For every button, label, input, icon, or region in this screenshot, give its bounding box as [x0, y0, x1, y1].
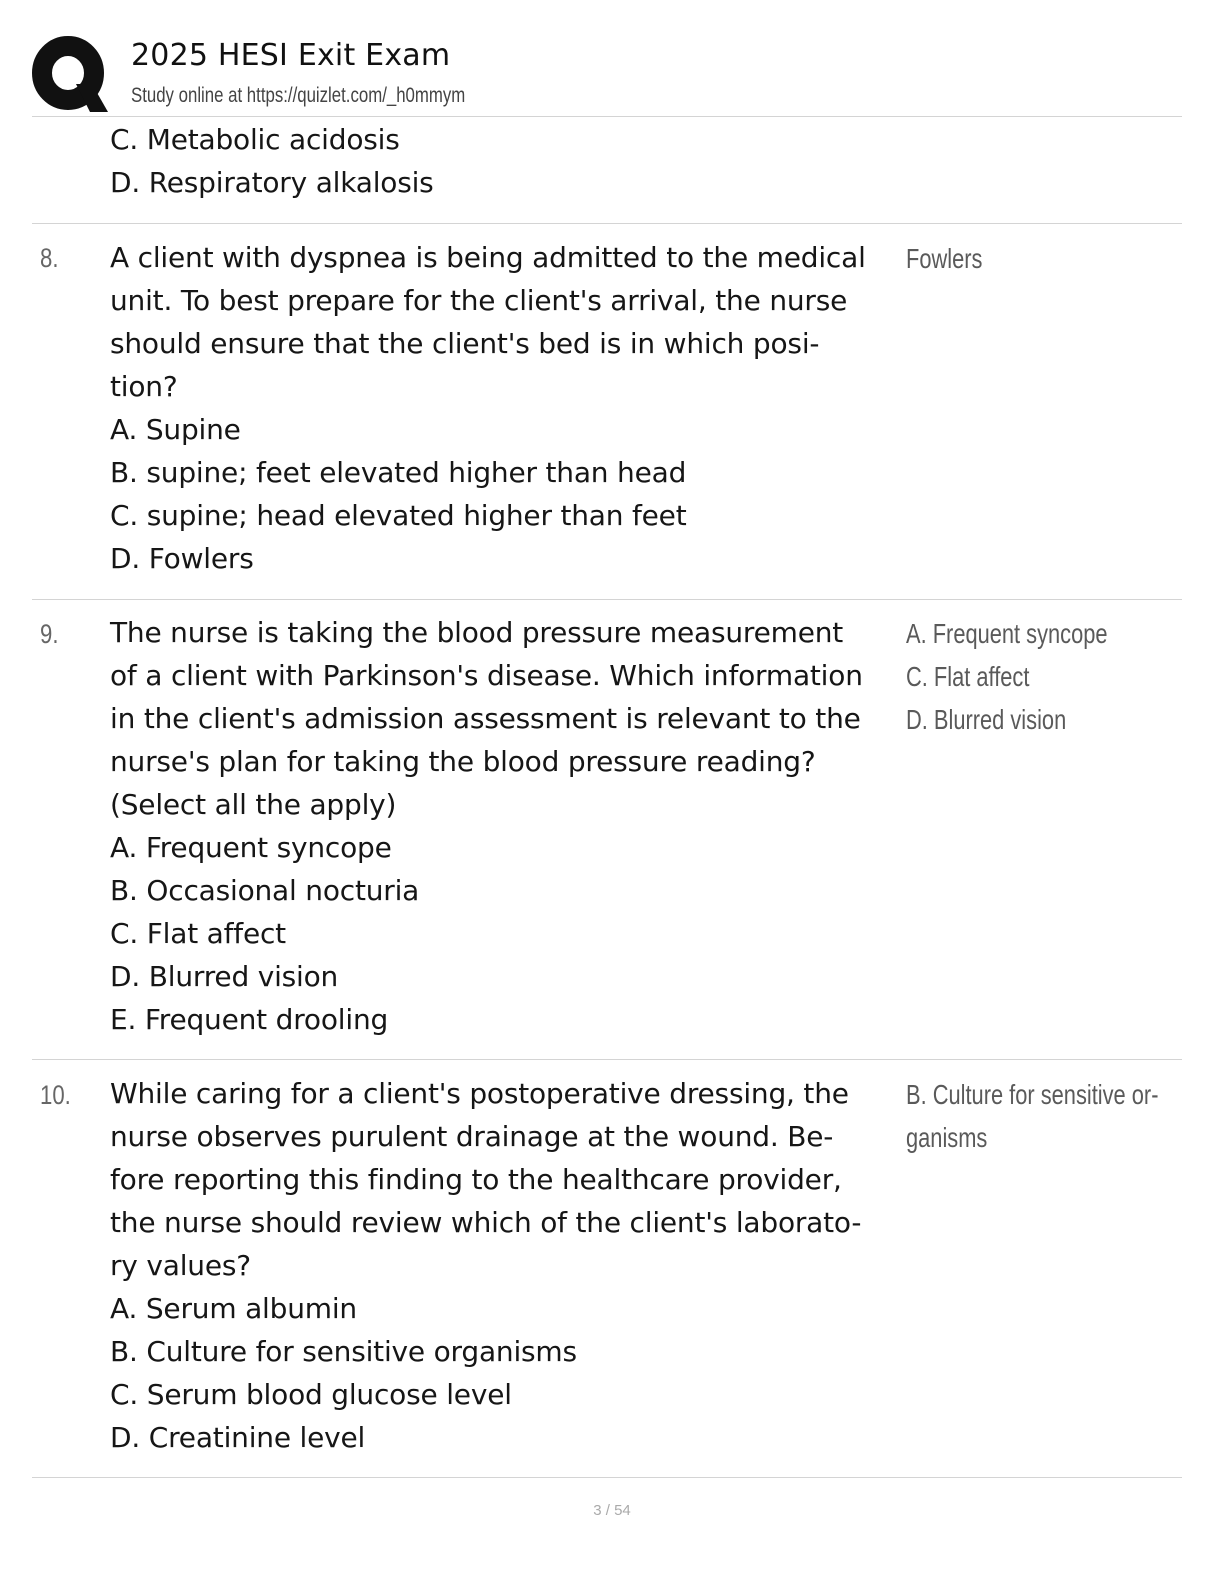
question-line: nurse observes purulent drainage at the wound. Be- — [110, 1120, 834, 1153]
question-line: tion? — [110, 370, 178, 403]
option-line: D. Creatinine level — [110, 1421, 366, 1454]
option-line: B. Culture for sensitive organisms — [110, 1335, 577, 1368]
answer-line: D. Blurred vision — [906, 704, 1067, 735]
option-line: D. Respiratory alkalosis — [110, 166, 434, 199]
option-line: E. Frequent drooling — [110, 1003, 389, 1036]
question-9-answer — [906, 612, 1108, 741]
option-line: D. Blurred vision — [110, 960, 339, 993]
question-line: The nurse is taking the blood pressure measurement — [110, 616, 844, 649]
option-line: A. Frequent syncope — [110, 831, 392, 864]
question-line: ry values? — [110, 1249, 251, 1282]
question-line: the nurse should review which of the client's laborato- — [110, 1206, 862, 1239]
page-number: 3 / 54 — [593, 1502, 631, 1519]
document-title: 2025 HESI Exit Exam — [131, 38, 451, 73]
quizlet-logo-icon — [32, 36, 108, 112]
divider — [32, 223, 1182, 224]
question-line: of a client with Parkinson's disease. Which information — [110, 659, 863, 692]
continued-options — [110, 118, 900, 204]
question-8-text — [110, 236, 900, 580]
option-line: B. supine; feet elevated higher than head — [110, 456, 687, 489]
question-9-text — [110, 611, 900, 1041]
question-10-text — [110, 1072, 900, 1459]
question-10-answer — [906, 1073, 1158, 1159]
divider — [32, 1059, 1182, 1060]
question-line: fore reporting this finding to the healthcare provider, — [110, 1163, 842, 1196]
answer-line: ganisms — [906, 1122, 988, 1153]
answer-line: C. Flat affect — [906, 661, 1030, 692]
question-line: nurse's plan for taking the blood pressure reading? — [110, 745, 816, 778]
option-line: C. Metabolic acidosis — [110, 123, 400, 156]
question-number: 8. — [40, 243, 59, 273]
answer-line: Fowlers — [906, 243, 983, 274]
divider — [32, 116, 1182, 117]
question-line: While caring for a client's postoperative dressing, the — [110, 1077, 849, 1110]
option-line: B. Occasional nocturia — [110, 874, 420, 907]
option-line: C. Flat affect — [110, 917, 286, 950]
option-line: C. supine; head elevated higher than feet — [110, 499, 687, 532]
option-line: A. Serum albumin — [110, 1292, 357, 1325]
question-line: (Select all the apply) — [110, 788, 397, 821]
option-line: A. Supine — [110, 413, 241, 446]
option-line: C. Serum blood glucose level — [110, 1378, 512, 1411]
question-line: A client with dyspnea is being admitted to the medical — [110, 241, 866, 274]
question-line: should ensure that the client's bed is in which posi- — [110, 327, 820, 360]
question-8-answer — [906, 237, 982, 280]
question-line: in the client's admission assessment is relevant to the — [110, 702, 861, 735]
question-number: 10. — [40, 1080, 71, 1110]
question-line: unit. To best prepare for the client's arrival, the nurse — [110, 284, 848, 317]
question-number: 9. — [40, 619, 59, 649]
answer-line: A. Frequent syncope — [906, 618, 1108, 649]
divider — [32, 1477, 1182, 1478]
divider — [32, 599, 1182, 600]
answer-line: B. Culture for sensitive or- — [906, 1079, 1159, 1110]
page-header — [32, 34, 1182, 118]
study-online-link[interactable]: Study online at https://quizlet.com/_h0mmym — [131, 84, 466, 107]
option-line: D. Fowlers — [110, 542, 254, 575]
